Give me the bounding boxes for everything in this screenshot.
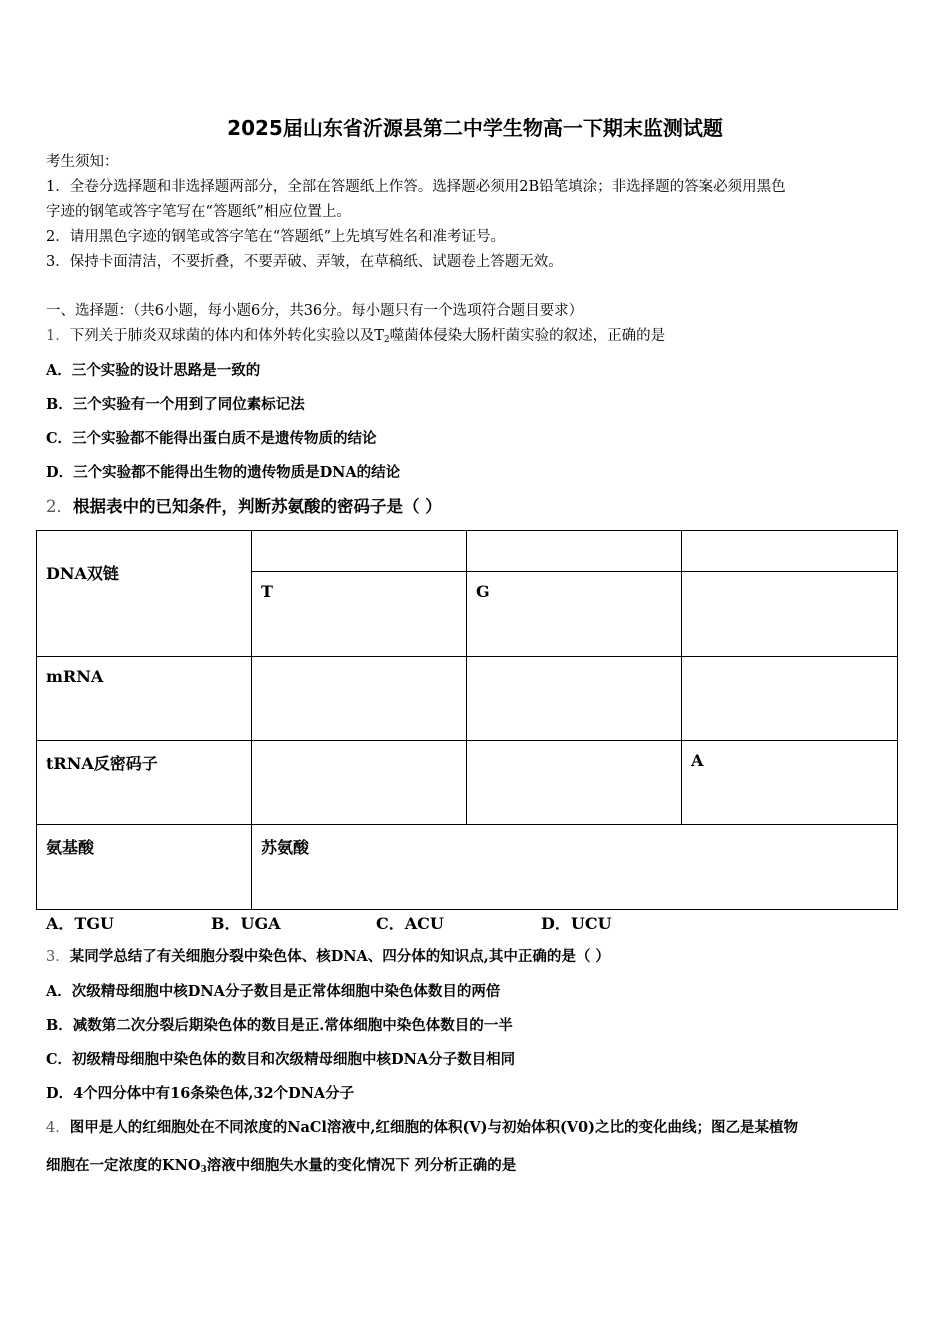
notice-heading: 考生须知： xyxy=(46,154,119,170)
question-3-option-d: D．4个四分体中有16条染色体,32个DNA分子 xyxy=(46,1085,355,1102)
section-heading: 一、选择题：（共6小题，每小题6分，共36分。每小题只有一个选项符合题目要求） xyxy=(46,303,584,319)
question-number: 2． xyxy=(46,497,73,516)
codon-table xyxy=(36,530,898,910)
question-number: 3． xyxy=(46,949,70,965)
question-3-option-a: A．次级精母细胞中核DNA分子数目是正常体细胞中染色体数目的两倍 xyxy=(46,983,501,1000)
question-2-option-c: C．ACU xyxy=(376,914,444,933)
question-number: 1． xyxy=(46,328,70,344)
question-2-option-b: B．UGA xyxy=(211,914,281,933)
question-1-option-d: D．三个实验都不能得出生物的遗传物质是DNA的结论 xyxy=(46,464,401,481)
mrna-cell-3 xyxy=(682,657,898,741)
exam-title: 2025届山东省沂源县第二中学生物高一下期末监测试题 xyxy=(227,116,723,140)
notice-item-1: 1．全卷分选择题和非选择题两部分，全部在答题纸上作答。选择题必须用2B铅笔填涂；非选择题的答案必须用黑色 xyxy=(46,179,786,195)
question-3-stem: 3．某同学总结了有关细胞分裂中染色体、核DNA、四分体的知识点,其中正确的是（ ） xyxy=(46,948,610,965)
notice-item-1-cont: 字迹的钢笔或答字笔写在“答题纸”相应位置上。 xyxy=(46,204,351,220)
amino-acid-value: 苏氨酸 xyxy=(252,825,898,910)
dna-strand-2-cell-2: G xyxy=(467,572,682,657)
question-1-stem: 1．下列关于肺炎双球菌的体内和体外转化实验以及$T_2$噬菌体侵染大肠杆菌实验的叙述，正确的是 xyxy=(46,328,666,345)
notice-item-3: 3．保持卡面清洁，不要折叠，不要弄破、弄皱，在草稿纸、试题卷上答题无效。 xyxy=(46,254,563,270)
question-4-stem-line-1: 4．图甲是人的红细胞处在不同浓度的NaCl溶液中,红细胞的体积(V)与初始体积(V0)之比的变化曲线；图乙是某植物 xyxy=(46,1119,799,1136)
question-number: 4． xyxy=(46,1120,70,1136)
notice-item-2: 2．请用黑色字迹的钢笔或答字笔在“答题纸”上先填写姓名和准考证号。 xyxy=(46,229,506,245)
row-label-trna: tRNA反密码子 xyxy=(37,741,252,825)
question-1-option-b: B．三个实验有一个用到了同位素标记法 xyxy=(46,396,305,413)
dna-strand-1-cell-1 xyxy=(252,531,467,572)
mrna-cell-2 xyxy=(467,657,682,741)
question-2-stem: 2．根据表中的已知条件，判断苏氨酸的密码子是（ ） xyxy=(46,497,442,516)
row-label-dna: DNA双链 xyxy=(37,531,252,657)
row-label-amino-acid: 氨基酸 xyxy=(37,825,252,910)
dna-strand-2-cell-3 xyxy=(682,572,898,657)
question-1-option-a: A．三个实验的设计思路是一致的 xyxy=(46,362,261,379)
mrna-cell-1 xyxy=(252,657,467,741)
trna-cell-2 xyxy=(467,741,682,825)
trna-cell-3: A xyxy=(682,741,898,825)
question-1-option-c: C．三个实验都不能得出蛋白质不是遗传物质的结论 xyxy=(46,430,377,447)
question-4-stem-line-2: 细胞在一定浓度的$KNO_3$溶液中细胞失水量的变化情况下 列分析正确的是 xyxy=(46,1157,517,1175)
question-2-option-d: D．UCU xyxy=(541,914,612,933)
question-2-option-a: A．TGU xyxy=(46,914,114,933)
dna-strand-2-cell-1: T xyxy=(252,572,467,657)
question-3-option-c: C．初级精母细胞中染色体的数目和次级精母细胞中核DNA分子数目相同 xyxy=(46,1051,516,1068)
dna-strand-1-cell-2 xyxy=(467,531,682,572)
question-3-option-b: B．减数第二次分裂后期染色体的数目是正.常体细胞中染色体数目的一半 xyxy=(46,1017,513,1034)
trna-cell-1 xyxy=(252,741,467,825)
dna-strand-1-cell-3 xyxy=(682,531,898,572)
question-2-options xyxy=(46,911,706,934)
row-label-mrna: mRNA xyxy=(37,657,252,741)
